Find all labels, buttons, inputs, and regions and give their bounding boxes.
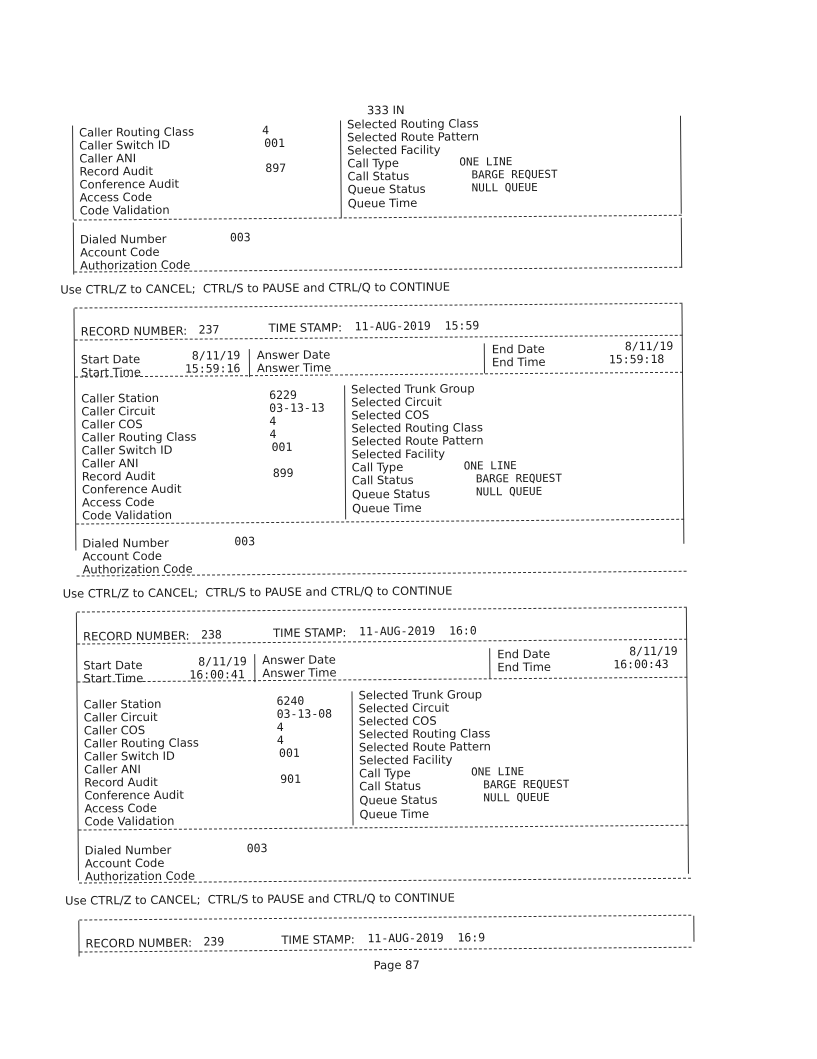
value-caller-station: 6240 xyxy=(276,693,305,708)
label-answer-date: Answer Date xyxy=(256,347,331,363)
right-border xyxy=(680,116,682,214)
left-border xyxy=(73,309,76,551)
label-account-code: Account Code xyxy=(79,244,160,260)
value-dialed-number: 003 xyxy=(229,230,251,245)
label-selected-route-pattern: Selected Route Pattern xyxy=(358,739,491,755)
label-call-type: Call Type xyxy=(359,765,411,781)
label-caller-routing-class: Caller Routing Class xyxy=(83,735,199,751)
label-caller-circuit: Caller Circuit xyxy=(83,709,158,725)
label-conference-audit: Conference Audit xyxy=(84,787,184,803)
label-caller-cos: Caller COS xyxy=(83,723,146,738)
label-selected-facility: Selected Facility xyxy=(347,142,441,158)
divider-line xyxy=(79,915,691,921)
record-number-label: RECORD NUMBER: xyxy=(80,323,188,339)
left-border xyxy=(72,126,74,220)
value-caller-routing-class: 4 xyxy=(262,123,270,138)
label-answer-time: Answer Time xyxy=(262,665,337,681)
label-code-validation: Code Validation xyxy=(79,202,170,218)
label-start-time: Start Time xyxy=(80,365,141,380)
column-divider xyxy=(249,349,250,377)
label-queue-time: Queue Time xyxy=(359,806,430,822)
control-prompt: Use CTRL/Z to CANCEL; CTRL/S to PAUSE and CTRL/Q to CONTINUE xyxy=(60,279,451,297)
label-record-audit: Record Audit xyxy=(84,774,158,790)
column-divider xyxy=(352,691,354,825)
value-start-date: 8/11/19 xyxy=(198,654,247,669)
label-selected-facility: Selected Facility xyxy=(351,446,446,462)
value-call-type: ONE LINE xyxy=(463,459,517,473)
label-selected-routing-class: Selected Routing Class xyxy=(346,116,479,132)
label-code-validation: Code Validation xyxy=(82,507,173,523)
record-number-value: 239 xyxy=(203,934,225,949)
value-caller-circuit: 03-13-08 xyxy=(276,706,333,721)
label-selected-route-pattern: Selected Route Pattern xyxy=(351,433,484,449)
label-caller-switch-id: Caller Switch ID xyxy=(83,748,175,764)
label-end-date: End Date xyxy=(497,646,551,662)
label-caller-station: Caller Station xyxy=(81,390,160,406)
label-start-date: Start Date xyxy=(83,658,143,673)
trunk-line-value: 333 IN xyxy=(366,102,405,118)
value-record-audit: 899 xyxy=(272,465,294,480)
value-queue-status: NULL QUEUE xyxy=(483,790,550,805)
label-caller-routing-class: Caller Routing Class xyxy=(81,429,197,445)
label-authorization-code: Authorization Code xyxy=(84,868,196,884)
value-caller-cos: 4 xyxy=(276,719,284,734)
label-selected-routing-class: Selected Routing Class xyxy=(358,726,491,742)
label-caller-switch-id: Caller Switch ID xyxy=(81,442,173,458)
column-divider xyxy=(254,654,255,682)
label-dialed-number: Dialed Number xyxy=(79,231,167,247)
label-selected-circuit: Selected Circuit xyxy=(358,700,450,716)
label-selected-circuit: Selected Circuit xyxy=(351,394,442,410)
label-call-type: Call Type xyxy=(347,155,399,171)
value-call-status: BARGE REQUEST xyxy=(475,471,562,486)
time-stamp-label: TIME STAMP: xyxy=(268,320,342,336)
value-start-date: 8/11/19 xyxy=(191,348,241,363)
column-divider xyxy=(344,385,346,519)
label-answer-time: Answer Time xyxy=(256,360,332,376)
right-border xyxy=(686,608,689,874)
label-conference-audit: Conference Audit xyxy=(79,176,180,192)
label-selected-route-pattern: Selected Route Pattern xyxy=(347,129,480,145)
label-caller-cos: Caller COS xyxy=(81,417,143,432)
value-caller-routing-class: 4 xyxy=(269,426,277,442)
label-authorization-code: Authorization Code xyxy=(82,561,193,577)
label-caller-ani: Caller ANI xyxy=(79,151,137,166)
value-call-type: ONE LINE xyxy=(459,155,513,169)
label-caller-routing-class: Caller Routing Class xyxy=(79,124,195,140)
label-account-code: Account Code xyxy=(84,855,165,871)
page-number: Page 87 xyxy=(373,957,420,973)
value-record-audit: 897 xyxy=(265,160,287,176)
label-record-audit: Record Audit xyxy=(79,163,154,179)
label-queue-status: Queue Status xyxy=(359,792,438,808)
value-caller-circuit: 03-13-13 xyxy=(269,400,325,416)
partial-record-top xyxy=(0,0,813,297)
label-end-date: End Date xyxy=(491,341,545,357)
record-number-value: 238 xyxy=(200,627,222,642)
label-caller-switch-id: Caller Switch ID xyxy=(79,137,171,153)
label-call-type: Call Type xyxy=(351,459,404,475)
control-prompt: Use CTRL/Z to CANCEL; CTRL/S to PAUSE and CTRL/Q to CONTINUE xyxy=(62,583,453,601)
time-stamp-value: 11-AUG-2019 16:0 xyxy=(358,623,477,639)
left-border xyxy=(73,223,74,275)
divider-line xyxy=(74,303,682,309)
label-conference-audit: Conference Audit xyxy=(81,481,182,497)
record-number-label: RECORD NUMBER: xyxy=(85,935,192,951)
label-caller-ani: Caller ANI xyxy=(81,456,139,471)
label-record-audit: Record Audit xyxy=(81,468,156,484)
label-caller-circuit: Caller Circuit xyxy=(81,403,156,419)
label-code-validation: Code Validation xyxy=(84,813,175,829)
label-queue-status: Queue Status xyxy=(347,181,426,197)
right-border xyxy=(681,304,684,544)
label-end-time: End Time xyxy=(497,659,552,675)
label-call-status: Call Status xyxy=(351,472,414,488)
value-dialed-number: 003 xyxy=(234,534,256,549)
value-call-type: ONE LINE xyxy=(471,765,525,779)
label-access-code: Access Code xyxy=(84,800,157,816)
label-dialed-number: Dialed Number xyxy=(84,842,172,858)
label-access-code: Access Code xyxy=(81,494,155,510)
divider-line xyxy=(77,607,687,613)
label-selected-facility: Selected Facility xyxy=(358,752,453,768)
time-stamp-value: 11-AUG-2019 16:9 xyxy=(367,930,486,946)
value-caller-switch-id: 001 xyxy=(271,439,293,455)
label-caller-ani: Caller ANI xyxy=(84,762,141,777)
value-queue-status: NULL QUEUE xyxy=(475,484,543,499)
column-divider xyxy=(340,120,342,217)
label-call-status: Call Status xyxy=(347,168,410,184)
value-end-date: 8/11/19 xyxy=(629,643,678,659)
label-caller-station: Caller Station xyxy=(83,696,162,712)
label-selected-cos: Selected COS xyxy=(358,713,437,729)
right-border xyxy=(693,916,694,942)
control-prompt: Use CTRL/Z to CANCEL; CTRL/S to PAUSE and CTRL/Q to CONTINUE xyxy=(65,890,455,908)
value-call-status: BARGE REQUEST xyxy=(471,167,558,182)
value-call-status: BARGE REQUEST xyxy=(483,777,570,792)
label-selected-trunk-group: Selected Trunk Group xyxy=(351,381,475,397)
record-number-label: RECORD NUMBER: xyxy=(83,628,190,644)
value-dialed-number: 003 xyxy=(246,841,268,856)
divider-line xyxy=(75,372,683,378)
column-divider xyxy=(484,343,485,373)
label-selected-routing-class: Selected Routing Class xyxy=(351,420,484,436)
label-selected-trunk-group: Selected Trunk Group xyxy=(358,687,483,703)
value-end-time: 15:59:18 xyxy=(608,351,665,367)
value-caller-switch-id: 001 xyxy=(264,135,286,151)
label-authorization-code: Authorization Code xyxy=(80,257,191,273)
value-end-time: 16:00:43 xyxy=(613,656,669,672)
label-queue-time: Queue Time xyxy=(352,500,422,516)
value-start-time: 15:59:16 xyxy=(184,361,241,376)
divider-line xyxy=(77,677,687,683)
record-number-value: 237 xyxy=(198,322,220,337)
time-stamp-value: 11-AUG-2019 15:59 xyxy=(354,318,480,334)
label-account-code: Account Code xyxy=(82,548,163,564)
left-border xyxy=(76,613,79,881)
value-queue-status: NULL QUEUE xyxy=(471,180,538,195)
label-end-time: End Time xyxy=(491,354,546,370)
value-end-date: 8/11/19 xyxy=(624,338,674,354)
value-caller-switch-id: 001 xyxy=(278,745,300,760)
label-start-date: Start Date xyxy=(80,352,141,367)
right-border xyxy=(681,218,682,268)
column-divider xyxy=(489,648,490,678)
value-record-audit: 901 xyxy=(280,771,302,786)
label-selected-cos: Selected COS xyxy=(351,407,430,423)
label-queue-time: Queue Time xyxy=(347,195,418,211)
label-access-code: Access Code xyxy=(79,189,153,205)
time-stamp-label: TIME STAMP: xyxy=(281,932,355,947)
value-caller-cos: 4 xyxy=(269,413,277,429)
label-queue-status: Queue Status xyxy=(351,486,431,502)
value-caller-routing-class: 4 xyxy=(276,732,284,747)
time-stamp-label: TIME STAMP: xyxy=(272,625,347,641)
label-dialed-number: Dialed Number xyxy=(82,535,169,551)
label-answer-date: Answer Date xyxy=(262,652,336,668)
label-call-status: Call Status xyxy=(359,778,422,794)
value-start-time: 16:00:41 xyxy=(189,667,245,682)
value-caller-station: 6229 xyxy=(269,387,297,403)
label-start-time: Start Time xyxy=(83,671,144,686)
